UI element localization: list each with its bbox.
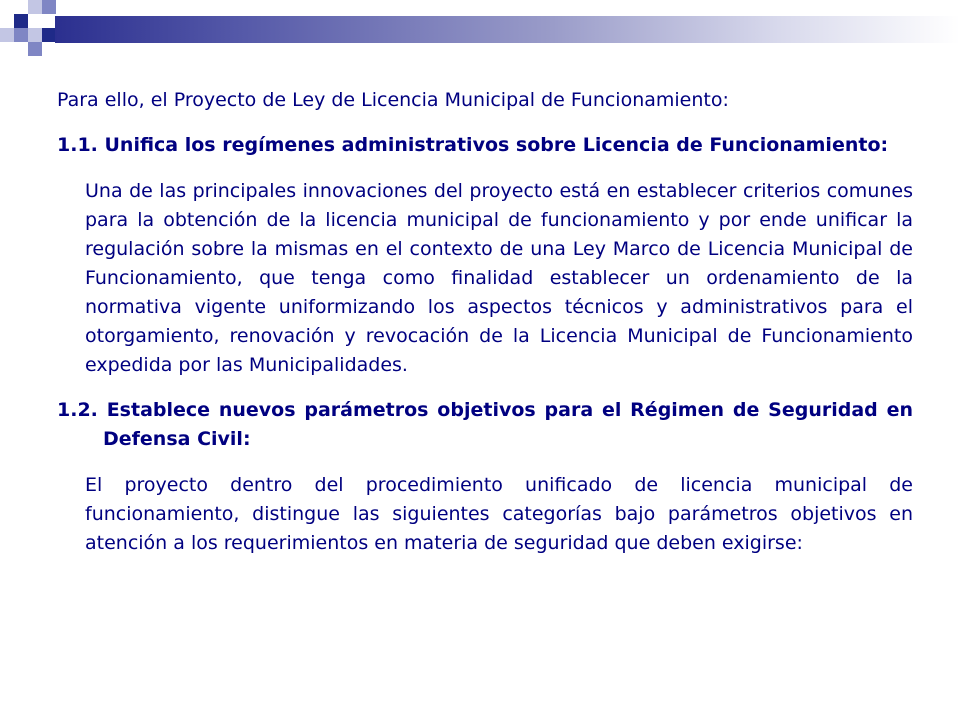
intro-text: Para ello, el Proyecto de Ley de Licencia Municipal de Funcionamiento: [57, 89, 729, 111]
header-square-light-3 [28, 28, 42, 42]
section-heading-1: 1.1. Unifica los regímenes administrativos sobre Licencia de Funcionamiento: [57, 134, 889, 156]
header-square-dark-2 [42, 28, 56, 42]
header-square-mid-2 [14, 28, 28, 42]
section-body-2: El proyecto dentro del procedimiento unificado de licencia municipal de funcionamiento, distingue las siguientes categorías bajo parámetros objetivos en atención a los requerimientos en materia de seguridad que deben exigirse: [85, 474, 913, 554]
section-body-1: Una de las principales innovaciones del proyecto está en establecer criterios comunes para la obtención de la licencia municipal de funcionamiento y por ende unificar la regulación sobre la mismas en el contexto de una Ley Marco de Licencia Municipal de Funcionamiento, que tenga como finalidad establecer un ordenamiento de la normativa vigente uniformizando los aspectos técnicos y administrativos para el otorgamiento, renovación y revocación de la Licencia Municipal de Funcionamiento expedida por las Municipalidades. [85, 180, 913, 376]
header-square-dark [14, 14, 28, 28]
section-heading-2: 1.2. Establece nuevos parámetros objetivos para el Régimen de Seguridad en Defensa Civil: [57, 399, 913, 450]
header-square-mid [42, 0, 56, 14]
slide-content [57, 86, 913, 574]
header-square-light-2 [0, 28, 14, 42]
header-gradient-bar [55, 16, 960, 43]
header-square-light [28, 0, 42, 14]
header-square-mid-3 [28, 42, 42, 56]
